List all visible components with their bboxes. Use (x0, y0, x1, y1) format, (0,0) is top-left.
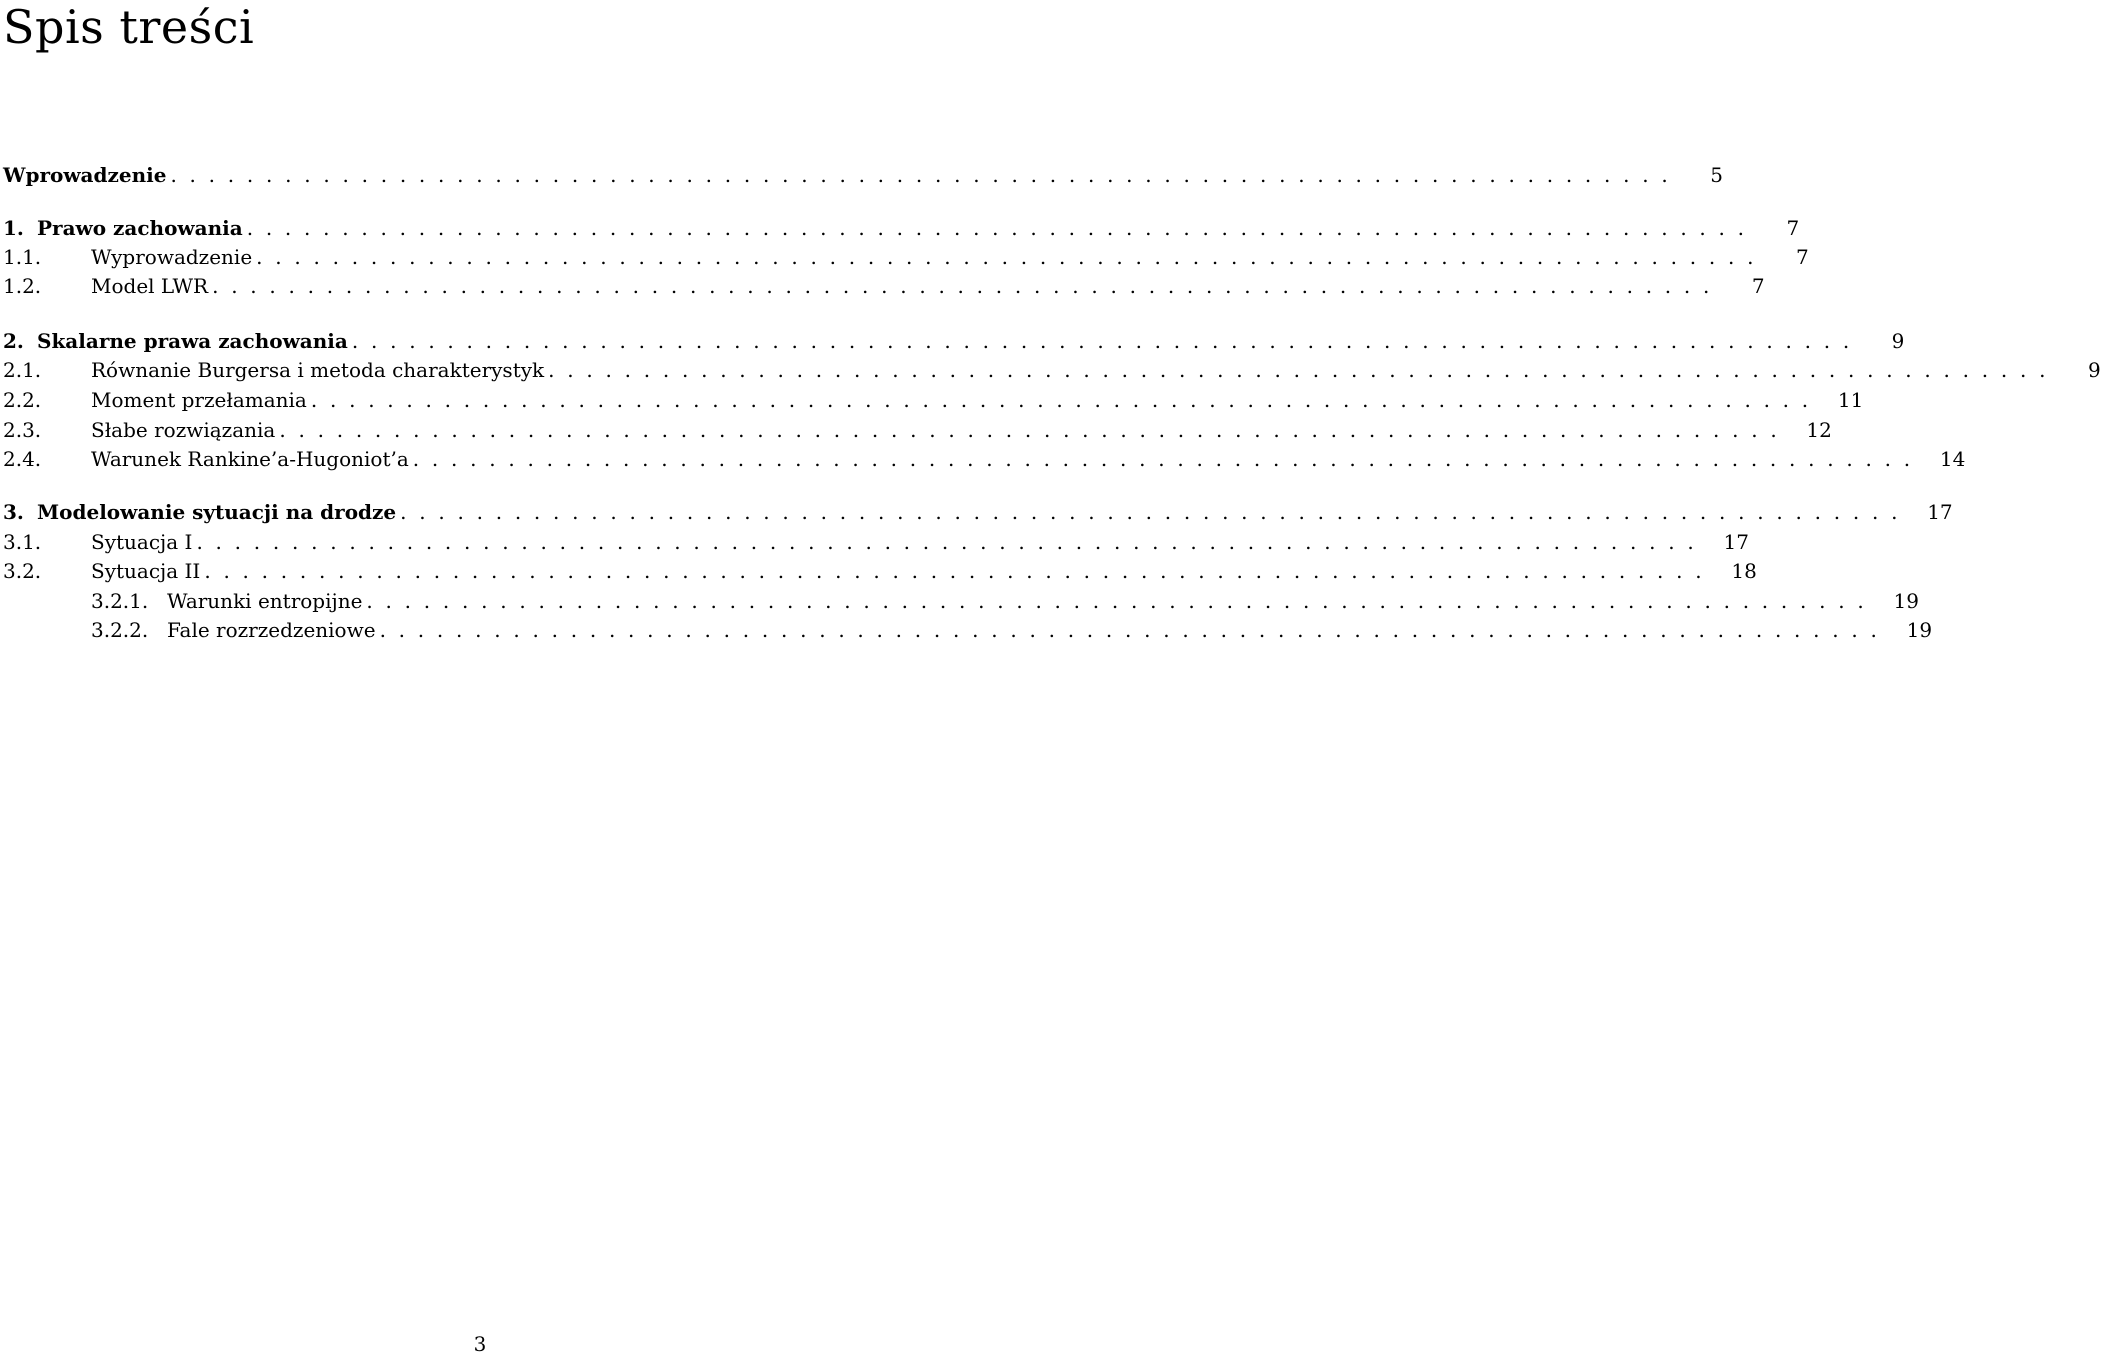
toc-entry-page: 7 (1786, 216, 1800, 240)
dot-leader (196, 529, 1711, 555)
dot-leader (400, 499, 1915, 525)
dot-leader (247, 215, 1762, 241)
toc-entry-number: 2.2. (3, 388, 42, 412)
toc-entry-number: 1. (3, 216, 24, 240)
toc-entry-number: 2.1. (3, 358, 42, 382)
toc-entry-section-3-2[interactable] (0, 558, 1757, 584)
toc-entry-section-1-2[interactable] (0, 273, 1765, 299)
toc-entry-section-2-4[interactable] (0, 446, 1966, 472)
dot-leader (352, 328, 1867, 354)
toc-entry-section-3-1[interactable] (0, 529, 1749, 555)
toc-entry-page: 17 (1723, 530, 1749, 554)
toc-entry-page: 19 (1906, 618, 1933, 642)
toc-entry-label: Sytuacja II (91, 559, 201, 583)
toc-entry-label: Fale rozrzedzeniowe (167, 618, 376, 642)
toc-entry-chapter-2[interactable] (0, 328, 1905, 354)
toc-entry-introduction[interactable] (0, 162, 1723, 188)
toc-entry-chapter-1[interactable] (0, 215, 1800, 241)
toc-entry-page: 18 (1731, 559, 1757, 583)
toc-entry-label: Moment przełamania (91, 388, 307, 412)
toc-entry-number: 3. (3, 500, 24, 524)
toc-entry-label: Słabe rozwiązania (91, 418, 276, 442)
toc-entry-page: 19 (1893, 589, 1919, 613)
toc-entry-label: Wprowadzenie (3, 163, 167, 187)
toc-entry-page: 9 (2087, 358, 2101, 382)
toc-entry-page: 5 (1710, 163, 1723, 187)
toc-entry-label: Model LWR (91, 274, 209, 298)
toc-entry-label: Warunki entropijne (167, 589, 363, 613)
toc-entry-subsection-3-2-2[interactable] (0, 617, 1933, 643)
dot-leader (548, 357, 2063, 383)
toc-entry-number: 3.1. (3, 530, 42, 554)
toc-entry-section-2-2[interactable] (0, 387, 1864, 413)
toc-entry-number: 2.4. (3, 447, 42, 471)
toc-entry-chapter-3[interactable] (0, 499, 1953, 525)
toc-entry-label: Wyprowadzenie (91, 245, 253, 269)
toc-entry-page: 7 (1751, 274, 1765, 298)
dot-leader (311, 387, 1826, 413)
dot-leader (366, 588, 1881, 614)
toc-entry-section-2-3[interactable] (0, 417, 1832, 443)
dot-leader (256, 244, 1771, 270)
toc-entry-number: 3.2.1. (91, 589, 149, 613)
dot-leader (279, 417, 1794, 443)
toc-entry-page: 14 (1939, 447, 1966, 471)
toc-entry-label: Równanie Burgersa i metoda charakterystyk (91, 358, 545, 382)
toc-entry-number: 3.2.2. (91, 618, 149, 642)
toc-entry-number: 1.2. (3, 274, 42, 298)
dot-leader (380, 617, 1895, 643)
toc-entry-number: 2.3. (3, 418, 42, 442)
toc-entry-number: 2. (3, 329, 24, 353)
toc-entry-page: 11 (1837, 388, 1864, 412)
toc-entry-section-1-1[interactable] (0, 244, 1809, 270)
toc-entry-page: 9 (1891, 329, 1905, 353)
toc-entry-label: Warunek Rankine’a-Hugoniot’a (91, 447, 409, 471)
page-title: Spis treści (3, 0, 255, 54)
toc-entry-page: 17 (1927, 500, 1953, 524)
toc-entry-number: 3.2. (3, 559, 42, 583)
toc-entry-number: 1.1. (3, 245, 42, 269)
dot-leader (212, 273, 1727, 299)
toc-entry-page: 12 (1806, 418, 1832, 442)
dot-leader (413, 446, 1928, 472)
toc-entry-label: Prawo zachowania (37, 216, 243, 240)
page-number: 3 (473, 1332, 487, 1356)
dot-leader (204, 558, 1719, 584)
toc-entry-section-2-1[interactable] (0, 357, 2101, 383)
toc-entry-label: Modelowanie sytuacji na drodze (37, 500, 397, 524)
toc-entry-subsection-3-2-1[interactable] (0, 588, 1919, 614)
dot-leader (170, 162, 1685, 188)
toc-entry-label: Sytuacja I (91, 530, 193, 554)
toc-entry-label: Skalarne prawa zachowania (37, 329, 348, 353)
toc-entry-page: 7 (1795, 245, 1809, 269)
